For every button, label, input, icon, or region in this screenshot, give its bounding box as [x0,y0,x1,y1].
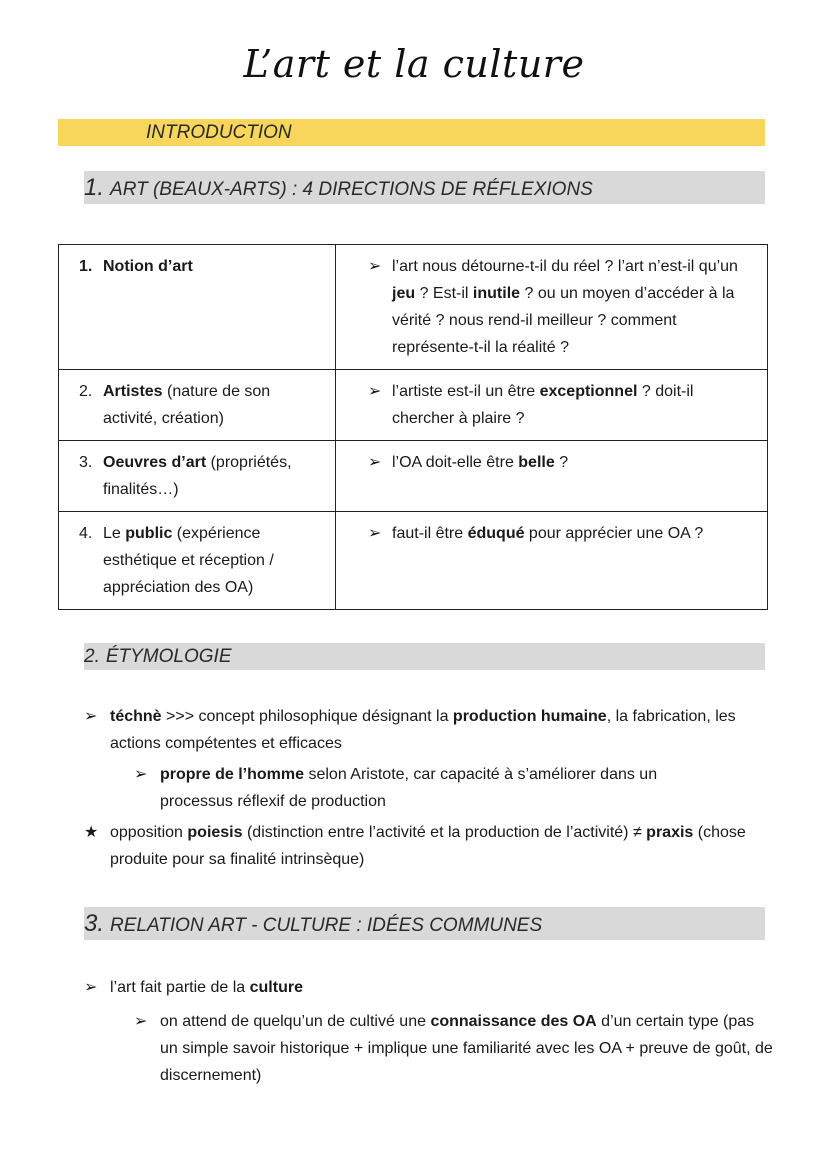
text: , la fabrication, les actions compétentes et efficaces [110,708,736,752]
item-number: 4. [79,525,93,542]
arrow-bullet-icon: ➢ [84,708,98,725]
text: pour apprécier une OA ? [524,525,704,542]
section-2-number: 2. [84,646,100,667]
text: l’artiste est-il un être [392,383,540,400]
text: ? ou un moyen d’accéder à la vérité ? nous rend-il meilleur ? comment représente-t-il la réalité ? [392,285,735,356]
table-row [59,441,768,512]
keyword: belle [518,454,555,471]
text: l’OA doit-elle être [392,454,519,471]
arrow-bullet-icon: ➢ [368,454,382,471]
section-3-number: 3. [84,910,105,937]
section-2-heading [84,643,765,670]
table-cell-questions [336,370,768,441]
arrow-bullet-icon: ➢ [84,979,98,996]
text: (nature de son activité, création) [103,383,271,427]
introduction-heading: INTRODUCTION [58,119,765,146]
keyword: connaissance des OA [430,1013,597,1030]
keyword: production humaine [452,708,607,725]
text: opposition [110,824,188,841]
arrow-bullet-icon: ➢ [134,766,148,783]
item-number: 1. [79,258,93,275]
table-cell-topic [59,512,336,610]
item-number: 2. [79,383,93,400]
list-item [84,703,754,757]
table-cell-questions [336,245,768,370]
text: d’un certain type (pas un simple savoir historique + implique une familiarité avec les OA + preuve de goût, de discernement) [160,1013,773,1084]
star-bullet-icon: ★ [84,824,99,841]
table-cell-topic [59,441,336,512]
table-cell-topic [59,370,336,441]
list-item [134,761,734,815]
list-item [84,819,764,873]
topic-label: Notion d’art [103,258,193,275]
table-cell-topic [59,245,336,370]
item-number: 3. [79,454,93,471]
page-title: L’art et la culture [243,42,585,86]
table-row [59,245,768,370]
text: ? Est-il [415,285,473,302]
text: ? [554,454,569,471]
arrow-bullet-icon: ➢ [368,383,382,400]
section-1-number: 1. [84,174,105,201]
keyword: exceptionnel [539,383,638,400]
arrow-bullet-icon: ➢ [134,1013,148,1030]
arrow-bullet-icon: ➢ [368,525,382,542]
table-cell-questions [336,441,768,512]
list-item [134,1008,774,1089]
section-3-heading [84,907,765,940]
text: (expérience esthétique et réception / appréciation des OA) [103,525,274,596]
table-row [59,370,768,441]
keyword: propre de l’homme [160,766,305,783]
keyword: jeu [392,285,416,302]
arrow-bullet-icon: ➢ [368,258,382,275]
topic-label: Artistes [103,383,163,400]
text: selon Aristote, car capacité à s’améliorer dans un processus réflexif de production [160,766,658,810]
text: l’art nous détourne-t-il du réel ? l’art n’est-il qu’un [392,258,738,275]
text: >>> concept philosophique désignant la [161,708,453,725]
table-row [59,512,768,610]
text: (distinction entre l’activité et la production de l’activité) ≠ [242,824,647,841]
text: ? doit-il chercher à plaire ? [392,383,694,427]
topic-label: public [125,525,173,542]
list-item [84,974,764,1001]
section-2-title: ÉTYMOLOGIE [105,646,232,667]
text: faut-il être [392,525,468,542]
text: Le [103,525,126,542]
reflection-table [58,244,768,610]
keyword: inutile [472,285,521,302]
keyword: culture [249,979,303,996]
topic-label: Oeuvres d’art [103,454,207,471]
text: l’art fait partie de la [110,979,250,996]
keyword: éduqué [467,525,525,542]
section-1-heading [84,171,765,204]
section-1-title: ART (BEAUX-ARTS) : 4 DIRECTIONS DE RÉFLEXIONS [110,179,593,200]
text: (chose produite pour sa finalité intrinsèque) [110,824,746,868]
keyword: téchnè [110,708,162,725]
keyword: praxis [646,824,694,841]
table-cell-questions [336,512,768,610]
section-3-title: RELATION ART - CULTURE : IDÉES COMMUNES [110,915,543,936]
keyword: poiesis [187,824,243,841]
text: (propriétés, finalités…) [103,454,292,498]
text: on attend de quelqu’un de cultivé une [160,1013,431,1030]
